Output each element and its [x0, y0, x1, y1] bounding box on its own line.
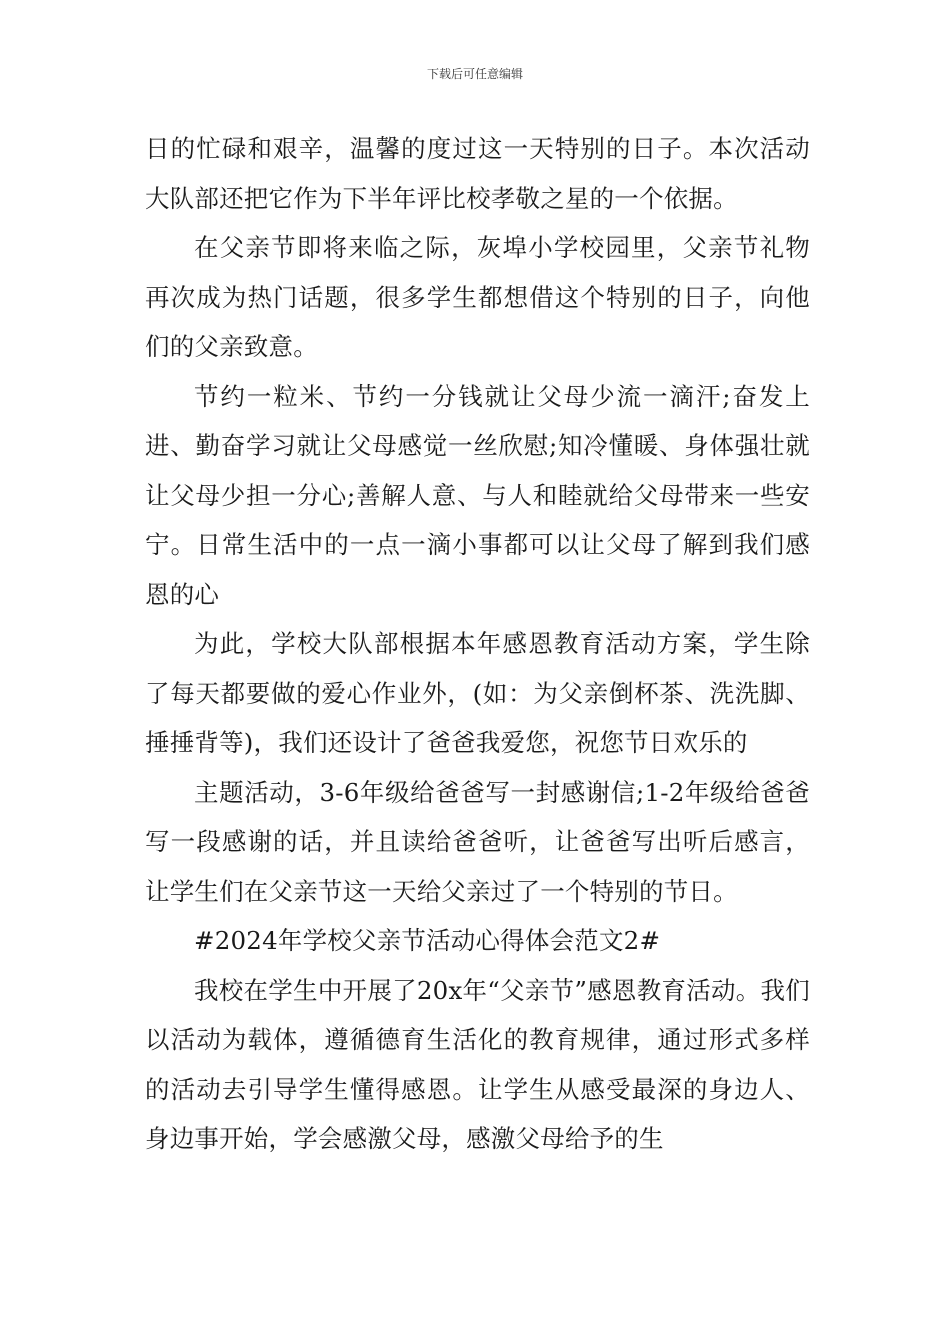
paragraph-3: 节约一粒米、节约一分钱就让父母少流一滴汗;奋发上进、勤奋学习就让父母感觉一丝欣慰;知冷懂暖、身体强壮就让父母少担一分心;善解人意、与人和睦就给父母带来一些安宁。日常生活中的一点一滴小事都可以让父母了解到我们感恩的心: [145, 381, 810, 609]
paragraph-1: 日的忙碌和艰辛，温馨的度过这一天特别的日子。本次活动大队部还把它作为下半年评比校孝敬之星的一个依据。: [145, 134, 810, 213]
paragraph-2: 在父亲节即将来临之际，灰埠小学校园里，父亲节礼物再次成为热门话题，很多学生都想借这个特别的日子，向他们的父亲致意。: [145, 233, 810, 361]
paragraph-6: 我校在学生中开展了20x年“父亲节”感恩教育活动。我们以活动为载体，遵循德育生活化的教育规律，通过形式多样的活动去引导学生懂得感恩。让学生从感受最深的身边人、身边事开始，学会感激父母，感激父母给予的生: [145, 975, 810, 1153]
section-heading: #2024年学校父亲节活动心得体会范文2#: [194, 926, 661, 955]
paragraph-5: 主题活动，3-6年级给爸爸写一封感谢信;1-2年级给爸爸写一段感谢的话，并且读给爸爸听，让爸爸写出听后感言，让学生们在父亲节这一天给父亲过了一个特别的节日。: [145, 777, 810, 906]
page-header-note: 下载后可任意编辑: [426, 67, 523, 81]
document-body: [145, 124, 810, 1164]
paragraph-4: 为此，学校大队部根据本年感恩教育活动方案，学生除了每天都要做的爱心作业外，(如：为父亲倒杯茶、洗洗脚、捶捶背等)，我们还设计了爸爸我爱您，祝您节日欢乐的: [145, 629, 810, 757]
